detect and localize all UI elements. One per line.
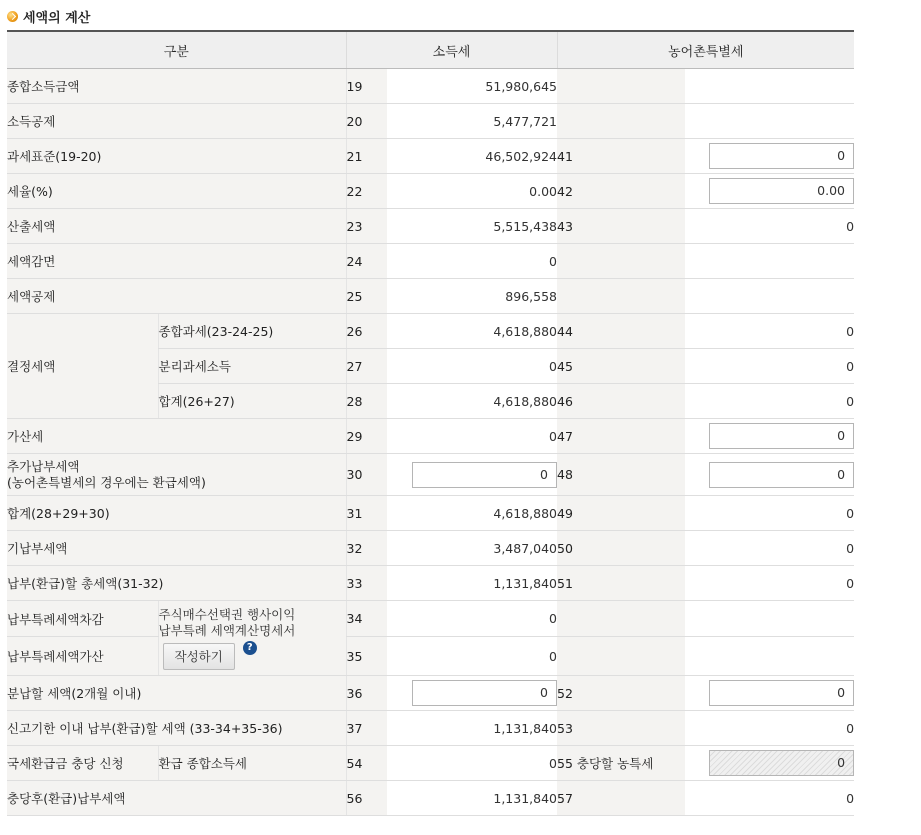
table-row: [7, 566, 854, 601]
table-header-row: [7, 31, 854, 69]
row-label: 과세표준(19-20): [7, 139, 346, 174]
row-label: 합계(28+29+30): [7, 496, 346, 531]
row-number: 36: [346, 676, 387, 711]
tax-base-rural-input[interactable]: 0: [709, 143, 854, 169]
row-number: 27: [346, 349, 387, 384]
table-row: [7, 209, 854, 244]
row-number: 54: [346, 746, 387, 781]
row-number-2: 48: [557, 454, 685, 496]
table-row: [7, 419, 854, 454]
row-number: 37: [346, 711, 387, 746]
offset-rural-input-disabled: 0: [709, 750, 854, 776]
row-number: 34: [346, 601, 387, 637]
row-value-2: 0: [685, 781, 854, 816]
header-gubun: 구분: [7, 31, 346, 69]
row-value: 0: [387, 746, 557, 781]
row-number-2: 49: [557, 496, 685, 531]
row-value: 1,131,840: [387, 566, 557, 601]
stock-option-cell: [158, 601, 346, 676]
row-number: 19: [346, 69, 387, 104]
row-value: 3,487,040: [387, 531, 557, 566]
table-row: [7, 139, 854, 174]
decided-tax-label: 결정세액: [7, 314, 158, 419]
row-number-2: 55 충당할 농특세: [557, 746, 685, 781]
table-row: [7, 244, 854, 279]
row-number-2: 52: [557, 676, 685, 711]
row-sub-label: 환급 종합소득세: [158, 746, 346, 781]
table-row: [7, 676, 854, 711]
help-icon[interactable]: ?: [243, 641, 257, 655]
write-statement-button[interactable]: 작성하기: [163, 643, 235, 670]
row-number: 24: [346, 244, 387, 279]
table-row: [7, 531, 854, 566]
table-row: [7, 454, 854, 496]
row-value: 46,502,924: [387, 139, 557, 174]
row-value: 5,515,438: [387, 209, 557, 244]
installment-rural-input[interactable]: 0: [709, 680, 854, 706]
table-row: [7, 637, 854, 676]
row-label: 산출세액: [7, 209, 346, 244]
row-value: 5,477,721: [387, 104, 557, 139]
row-number-2: 47: [557, 419, 685, 454]
row-value: 1,131,840: [387, 711, 557, 746]
refund-tax-rural-input[interactable]: 0: [709, 462, 854, 488]
row-value-2: 0: [685, 314, 854, 349]
row-number: 22: [346, 174, 387, 209]
row-number-2: 46: [557, 384, 685, 419]
row-number: 33: [346, 566, 387, 601]
row-value: 0: [387, 601, 557, 637]
installment-tax-input[interactable]: 0: [412, 680, 557, 706]
row-label: 충당후(환급)납부세액: [7, 781, 346, 816]
table-row: [7, 496, 854, 531]
row-number-2: 45: [557, 349, 685, 384]
row-value-2: 0: [685, 531, 854, 566]
row-number-2: 50: [557, 531, 685, 566]
table-row: [7, 601, 854, 637]
row-value: 0: [387, 419, 557, 454]
row-number: 20: [346, 104, 387, 139]
row-label: [7, 454, 346, 496]
row-number-2: 51: [557, 566, 685, 601]
row-value: 4,618,880: [387, 314, 557, 349]
row-number: 28: [346, 384, 387, 419]
table-row: [7, 711, 854, 746]
row-number: 31: [346, 496, 387, 531]
row-value-2: 0: [685, 566, 854, 601]
row-number: 25: [346, 279, 387, 314]
row-number-2: 43: [557, 209, 685, 244]
row-number: 30: [346, 454, 387, 496]
table-row: [7, 174, 854, 209]
row-value: 0: [387, 244, 557, 279]
table-row: [7, 69, 854, 104]
row-label: 국세환급금 충당 신청: [7, 746, 158, 781]
row-value: 51,980,645: [387, 69, 557, 104]
row-value-2: 0: [685, 209, 854, 244]
bullet-arrow-icon: [7, 11, 18, 22]
row-value-2: 0: [685, 496, 854, 531]
row-value-2: 0: [685, 349, 854, 384]
row-value: 4,618,880: [387, 384, 557, 419]
row-label: 납부특례세액가산: [7, 637, 158, 676]
row-sub-label: 분리과세소득: [158, 349, 346, 384]
row-value: 896,558: [387, 279, 557, 314]
row-number: 29: [346, 419, 387, 454]
row-number-2: 44: [557, 314, 685, 349]
row-label: 소득공제: [7, 104, 346, 139]
stock-option-line2: 납부특례 세액계산명세서: [158, 622, 296, 638]
row-value: 4,618,880: [387, 496, 557, 531]
row-label-line1: 추가납부세액: [7, 458, 80, 474]
row-label: 세액공제: [7, 279, 346, 314]
row-label-line2: (농어촌특별세의 경우에는 환급세액): [7, 474, 206, 490]
row-sub-label: 합계(26+27): [158, 384, 346, 419]
row-number: 23: [346, 209, 387, 244]
row-value-2: 0: [685, 384, 854, 419]
row-value: 1,131,840: [387, 781, 557, 816]
additional-tax-input[interactable]: 0: [412, 462, 557, 488]
header-rural-tax: 농어촌특별세: [557, 31, 854, 69]
row-number-2: 57: [557, 781, 685, 816]
table-row: [7, 314, 854, 349]
row-label: 세율(%): [7, 174, 346, 209]
row-label: 기납부세액: [7, 531, 346, 566]
row-label: 분납할 세액(2개월 이내): [7, 676, 346, 711]
table-row: [7, 781, 854, 816]
table-row: [7, 746, 854, 781]
section-title-text: 세액의 계산: [23, 10, 91, 26]
row-label: 가산세: [7, 419, 346, 454]
row-label: 신고기한 이내 납부(환급)할 세액 (33-34+35-36): [7, 711, 346, 746]
row-value: 0: [387, 637, 557, 676]
row-number: 56: [346, 781, 387, 816]
row-label: 종합소득금액: [7, 69, 346, 104]
stock-option-line1: 주식매수선택권 행사이익: [158, 606, 296, 622]
row-number: 35: [346, 637, 387, 676]
row-label: 납부특례세액차감: [7, 601, 158, 637]
row-value: 0.00: [387, 174, 557, 209]
table-row: [7, 279, 854, 314]
row-number: 21: [346, 139, 387, 174]
row-value: 0: [387, 349, 557, 384]
table-row: [7, 104, 854, 139]
row-number: 32: [346, 531, 387, 566]
section-title: [7, 6, 90, 26]
header-income-tax: 소득세: [346, 31, 557, 69]
row-label: 세액감면: [7, 244, 346, 279]
row-number: 26: [346, 314, 387, 349]
row-label: 납부(환급)할 총세액(31-32): [7, 566, 346, 601]
row-value-2: 0: [685, 711, 854, 746]
row-number-2: 41: [557, 139, 685, 174]
row-number-2: 53: [557, 711, 685, 746]
row-sub-label: 종합과세(23-24-25): [158, 314, 346, 349]
tax-rate-rural-input[interactable]: 0.00: [709, 178, 854, 204]
row-number-2: 42: [557, 174, 685, 209]
penalty-tax-rural-input[interactable]: 0: [709, 423, 854, 449]
tax-calculation-table: [7, 30, 854, 816]
